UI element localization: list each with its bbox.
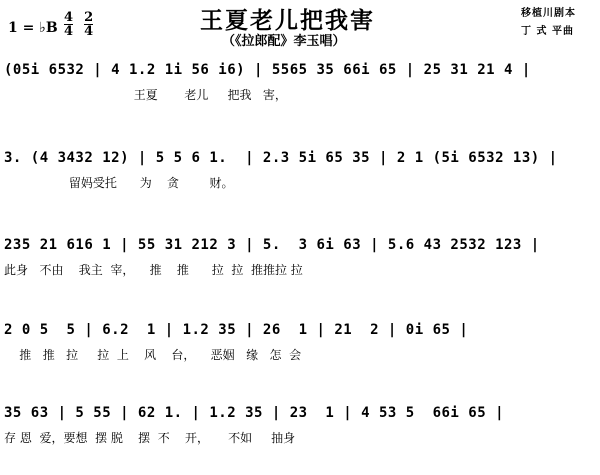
page-title: 王夏老儿把我害 — [200, 7, 375, 34]
score-row-2 — [0, 150, 600, 220]
lyrics-line: 存 恩 爱，要想 摆 脱 摆 不 开， 不如 抽身 — [4, 431, 296, 445]
lyrics-line: 王夏 老儿 把我 害， — [4, 88, 287, 102]
key-signature: 1 = ♭B — [8, 20, 58, 36]
notes-line: 235 21 616 1 | 55 31 212 3 | 5. 3 6i 63 | 5.6 43 2532 123 | — [4, 237, 540, 253]
notes-line: 2 0 5 5 | 6.2 1 | 1.2 35 | 26 1 | 21 2 | 0i 65 | — [4, 322, 469, 338]
time-signatures — [64, 12, 99, 37]
score-row-1 — [0, 62, 600, 132]
notes-line: (05i 6532 | 4 1.2 1i 56 i6) | 5565 35 66i 65 | 25 31 21 4 | — [4, 62, 531, 78]
score-row-5 — [0, 405, 600, 475]
lyrics-line: 留妈受托 为 贪 财。 — [4, 176, 234, 190]
page-subtitle: （《拉郎配》李玉唱） — [222, 34, 346, 49]
score-row-4 — [0, 322, 600, 392]
time-signature-b: $\frac{2}{4}$ — [84, 10, 94, 39]
notes-line: 35 63 | 5 55 | 62 1. | 1.2 35 | 23 1 | 4 53 5 66i 65 | — [4, 405, 505, 421]
lyrics-line: 推 推 拉 拉 上 风 台， 恶姻 缘 怎 会 — [4, 348, 302, 362]
credit-composer: 丁 式 平曲 — [521, 26, 574, 37]
lyrics-line: 此身 不由 我主 宰， 推 推 拉 拉 推推拉 拉 — [4, 263, 303, 277]
score-row-3 — [0, 237, 600, 307]
credit-source: 移植川剧本 — [521, 8, 576, 19]
time-signature-a: $\frac{4}{4}$ — [64, 10, 74, 39]
notes-line: 3. (4 3432 12) | 5 5 6 1. | 2.3 5i 65 35 | 2 1 (5i 6532 13) | — [4, 150, 558, 166]
